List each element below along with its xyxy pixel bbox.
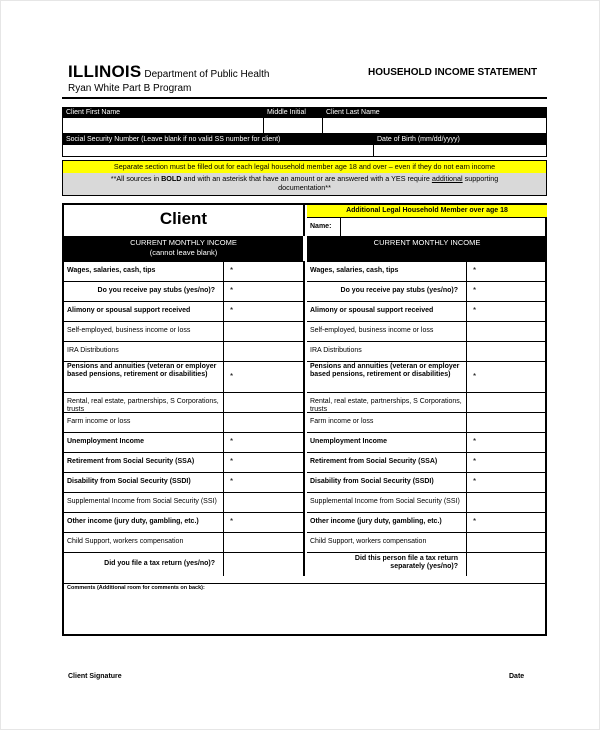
member-row-label: Supplemental Income from Social Security (SSI) [307, 492, 467, 512]
last-name-label: Client Last Name [323, 108, 547, 118]
member-row-amount-field[interactable]: * [467, 281, 547, 301]
department-name: Department of Public Health [144, 69, 270, 80]
member-row-amount-field[interactable] [467, 321, 547, 341]
middle-initial-label: Middle Initial [264, 108, 323, 118]
program-name: Ryan White Part B Program [68, 83, 192, 94]
document-title: HOUSEHOLD INCOME STATEMENT [368, 67, 538, 78]
member-row-label: Retirement from Social Security (SSA) [307, 452, 467, 472]
client-row-label: Pensions and annuities (veteran or employer based pensions, retirement or disabilities) [64, 361, 224, 392]
client-row-amount-field[interactable] [224, 532, 305, 552]
client-row-label: Farm income or loss [64, 412, 224, 432]
client-row-label: Self-employed, business income or loss [64, 321, 224, 341]
comments-area[interactable]: Comments (Additional room for comments on back): [64, 583, 545, 634]
ssn-label: Social Security Number (Leave blank if no valid SS number for client) [63, 135, 374, 145]
client-income-header: CURRENT MONTHLY INCOME (cannot leave blank) [64, 236, 305, 261]
member-row-amount-field[interactable] [467, 341, 547, 361]
member-row-label: Farm income or loss [307, 412, 467, 432]
first-name-field[interactable] [63, 118, 264, 134]
dob-label: Date of Birth (mm/dd/yyyy) [374, 135, 547, 145]
last-name-field[interactable] [323, 118, 547, 134]
state-name: ILLINOIS [68, 62, 142, 81]
middle-initial-field[interactable] [264, 118, 323, 134]
date-label: Date [509, 673, 525, 680]
member-title: Additional Legal Household Member over age 18 [307, 205, 547, 218]
member-row-label: Rental, real estate, partnerships, S Corporations, trusts [307, 392, 467, 412]
client-row-label: IRA Distributions [64, 341, 224, 361]
member-row-amount-field[interactable]: * [467, 452, 547, 472]
member-tax-answer-field[interactable] [467, 552, 547, 576]
client-title: Client [64, 205, 305, 236]
member-row-label: Pensions and annuities (veteran or employer based pensions, retirement or disabilities) [307, 361, 467, 392]
member-row-label: Wages, salaries, cash, tips [307, 261, 467, 281]
member-name-label: Name: [307, 218, 341, 236]
member-row-label: Do you receive pay stubs (yes/no)? [307, 281, 467, 301]
signature-label: Client Signature [68, 673, 122, 680]
client-row-amount-field[interactable] [224, 412, 305, 432]
member-income-header: CURRENT MONTHLY INCOME [307, 236, 547, 261]
member-row-label: Unemployment Income [307, 432, 467, 452]
notice-highlight: Separate section must be filled out for each legal household member age 18 and over – even if they do not earn income [63, 161, 546, 173]
client-row-label: Wages, salaries, cash, tips [64, 261, 224, 281]
member-name-field[interactable] [341, 218, 547, 236]
first-name-label: Client First Name [63, 108, 264, 118]
income-section [62, 203, 547, 636]
client-row-label: Do you receive pay stubs (yes/no)? [64, 281, 224, 301]
header-rule [62, 97, 547, 99]
client-row-amount-field[interactable] [224, 392, 305, 412]
ssn-field[interactable] [63, 145, 374, 157]
member-row-amount-field[interactable] [467, 532, 547, 552]
member-row-amount-field[interactable]: * [467, 472, 547, 492]
dob-field[interactable] [374, 145, 547, 157]
member-row-label: Alimony or spousal support received [307, 301, 467, 321]
member-row-amount-field[interactable]: * [467, 301, 547, 321]
client-row-label: Alimony or spousal support received [64, 301, 224, 321]
client-row-amount-field[interactable]: * [224, 281, 305, 301]
member-row-amount-field[interactable]: * [467, 432, 547, 452]
member-row-label: Self-employed, business income or loss [307, 321, 467, 341]
client-row-label: Child Support, workers compensation [64, 532, 224, 552]
member-row-amount-field[interactable] [467, 392, 547, 412]
client-row-amount-field[interactable]: * [224, 432, 305, 452]
client-row-amount-field[interactable] [224, 321, 305, 341]
member-row-label: Disability from Social Security (SSDI) [307, 472, 467, 492]
client-row-label: Other income (jury duty, gambling, etc.) [64, 512, 224, 532]
client-row-amount-field[interactable]: * [224, 472, 305, 492]
member-row-amount-field[interactable] [467, 492, 547, 512]
client-row-label: Supplemental Income from Social Security (SSI) [64, 492, 224, 512]
client-row-label: Retirement from Social Security (SSA) [64, 452, 224, 472]
client-info-table [62, 107, 547, 134]
header-brand [68, 62, 269, 82]
member-row-amount-field[interactable]: * [467, 361, 547, 392]
member-row-label: Child Support, workers compensation [307, 532, 467, 552]
client-row-amount-field[interactable]: * [224, 261, 305, 281]
client-row-amount-field[interactable]: * [224, 301, 305, 321]
client-tax-question: Did you file a tax return (yes/no)? [64, 552, 224, 576]
member-tax-question: Did this person file a tax return separately (yes/no)? [307, 552, 467, 576]
client-row-label: Disability from Social Security (SSDI) [64, 472, 224, 492]
client-row-label: Unemployment Income [64, 432, 224, 452]
member-row-label: IRA Distributions [307, 341, 467, 361]
client-id-table [62, 134, 547, 157]
client-row-amount-field[interactable]: * [224, 452, 305, 472]
member-row-amount-field[interactable] [467, 412, 547, 432]
client-tax-answer-field[interactable] [224, 552, 305, 576]
client-row-amount-field[interactable]: * [224, 512, 305, 532]
notice-body: **All sources in BOLD and with an asterisk that have an amount or are answered with a YES require additional supporting documentation** [110, 174, 499, 192]
instructions-notice [62, 160, 547, 196]
member-row-amount-field[interactable]: * [467, 512, 547, 532]
member-row-amount-field[interactable]: * [467, 261, 547, 281]
client-row-label: Rental, real estate, partnerships, S Corporations, trusts [64, 392, 224, 412]
client-row-amount-field[interactable] [224, 492, 305, 512]
client-row-amount-field[interactable] [224, 341, 305, 361]
client-row-amount-field[interactable]: * [224, 361, 305, 392]
member-row-label: Other income (jury duty, gambling, etc.) [307, 512, 467, 532]
